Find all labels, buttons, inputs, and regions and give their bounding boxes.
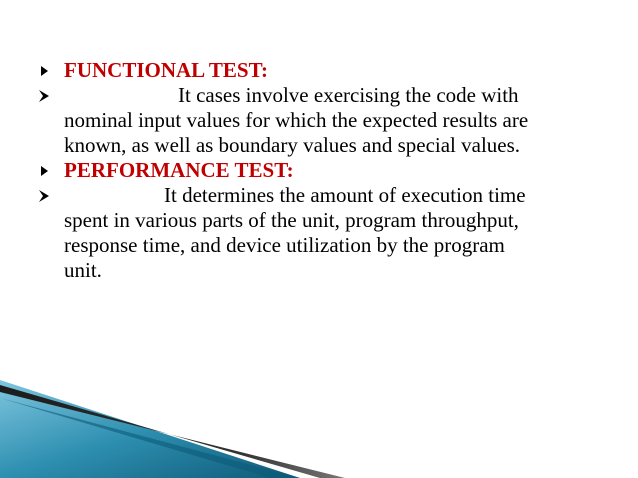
- slide-content: [37, 58, 597, 283]
- paragraph-line: spent in various parts of the unit, program throughput,: [64, 208, 519, 232]
- heading-text: FUNCTIONAL TEST:: [64, 58, 269, 82]
- paragraph-line: known, as well as boundary values and special values.: [64, 133, 521, 157]
- arrowhead-icon: [37, 183, 57, 208]
- paragraph-line: unit.: [64, 258, 102, 282]
- paragraph-line: It cases involve exercising the code with: [178, 83, 519, 107]
- paragraph-functional-test: [37, 83, 597, 158]
- heading-functional-test: [37, 58, 597, 83]
- paragraph-line: response time, and device utilization by the program: [64, 233, 505, 257]
- heading-text: PERFORMANCE TEST:: [64, 158, 294, 182]
- arrowhead-icon: [37, 83, 57, 108]
- paragraph-line: It determines the amount of execution time: [164, 183, 526, 207]
- triangle-right-icon: [37, 58, 57, 83]
- paragraph-line: nominal input values for which the expected results are: [64, 108, 529, 132]
- heading-performance-test: [37, 158, 597, 183]
- paragraph-performance-test: [37, 183, 597, 283]
- triangle-right-icon: [37, 158, 57, 183]
